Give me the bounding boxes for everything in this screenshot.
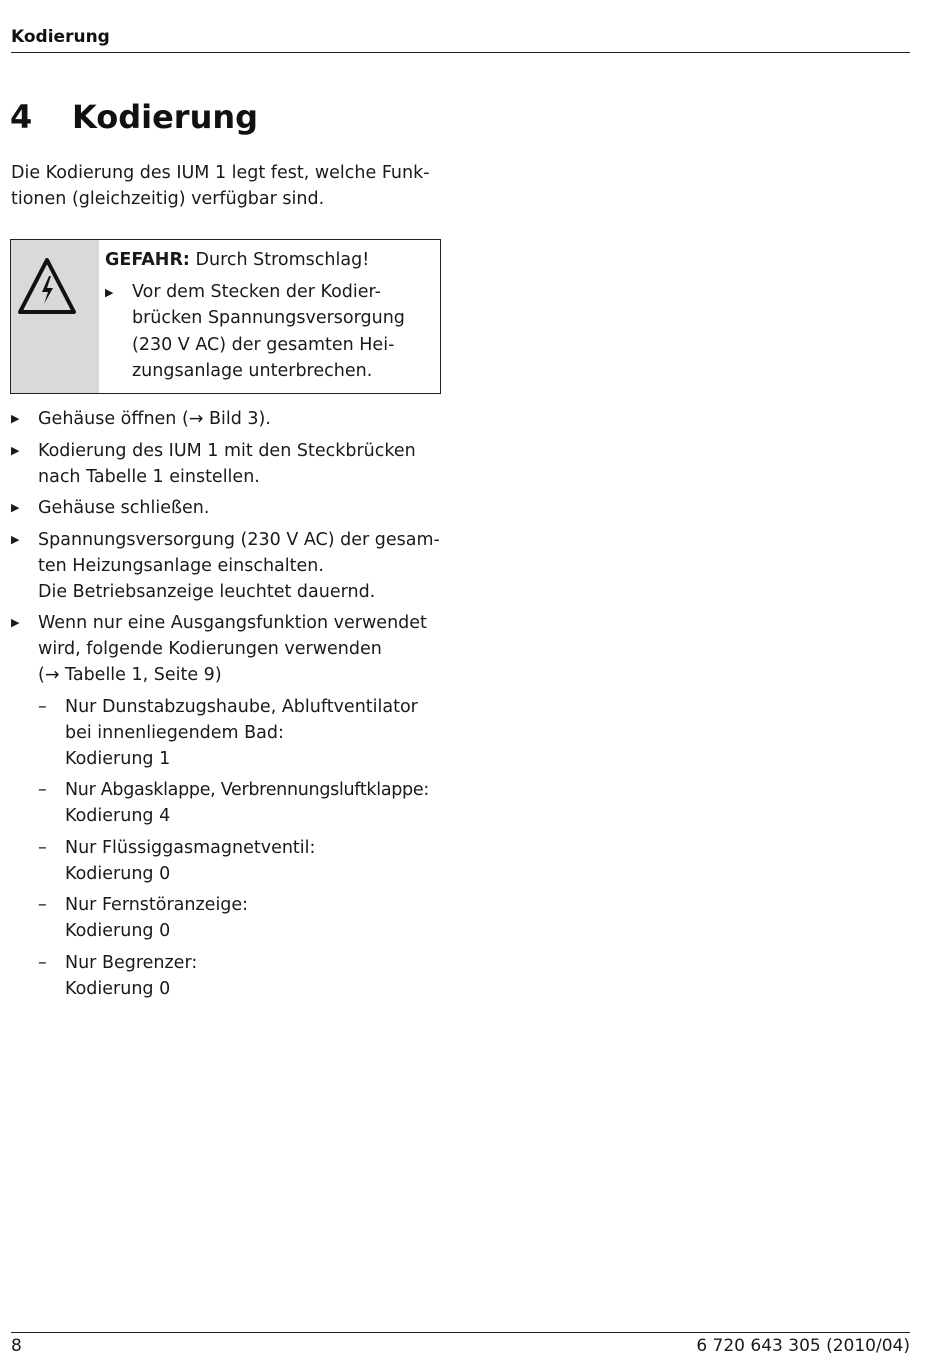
danger-label: GEFAHR:: [105, 250, 190, 270]
list-item: [11, 406, 451, 432]
sub-list-item: [38, 892, 451, 944]
sub-item-text: [65, 777, 429, 829]
text-line: zungsanlage unterbrechen.: [132, 361, 373, 381]
text-line: Kodierung 0: [65, 978, 171, 999]
sub-item-text: [65, 835, 315, 887]
header-rule: [11, 52, 910, 53]
text-line: Spannungsversorgung (230 V AC) der gesam-: [38, 529, 440, 550]
danger-warning-box: [10, 239, 441, 394]
warning-icon-column: [11, 240, 99, 393]
dash-marker: –: [38, 895, 47, 915]
footer-rule: [11, 1332, 910, 1333]
text-line: Kodierung 4: [65, 806, 171, 826]
dash-marker: –: [38, 952, 47, 973]
text-line: (→ Tabelle 1, Seite 9): [38, 665, 222, 685]
intro-line: Die Kodierung des IUM 1 legt fest, welche Funk-: [11, 163, 430, 183]
electric-shock-warning-icon: [16, 256, 78, 318]
list-item-text: [38, 527, 440, 605]
text-line: Kodierung 0: [65, 863, 171, 884]
list-item: [11, 527, 451, 605]
dash-marker: –: [38, 780, 47, 800]
bullet-marker: ▶: [11, 443, 20, 457]
text-line: Nur Dunstabzugshaube, Abluftventilator: [65, 696, 418, 717]
list-item-text: [38, 495, 209, 521]
bullet-marker: ▶: [11, 412, 20, 425]
text-line: Nur Begrenzer:: [65, 952, 198, 973]
text-line: Gehäuse schließen.: [38, 498, 210, 518]
text-line: Vor dem Stecken der Kodier-: [132, 281, 381, 302]
list-item-text: [38, 438, 416, 490]
text-line: Wenn nur eine Ausgangsfunktion verwendet: [38, 613, 427, 633]
sub-list-item: [38, 950, 451, 1002]
text-line: Nur Flüssiggasmagnetventil:: [65, 837, 316, 858]
sub-list-item: [38, 777, 451, 829]
intro-paragraph: [11, 160, 451, 212]
sub-item-text: [65, 892, 248, 944]
text-line: Kodierung 1: [65, 748, 171, 769]
sub-item-text: [65, 950, 197, 1002]
text-line: Kodierung des IUM 1 mit den Steckbrücken: [38, 440, 416, 461]
instruction-list: [11, 406, 451, 1007]
chapter-number: 4: [10, 98, 33, 136]
bullet-marker: ▶: [105, 285, 114, 299]
dash-marker: –: [38, 696, 47, 717]
list-item: [11, 438, 451, 490]
text-line: Kodierung 0: [65, 921, 171, 941]
intro-line: tionen (gleichzeitig) verfügbar sind.: [11, 189, 325, 209]
text-line: (230 V AC) der gesamten Hei-: [132, 334, 395, 355]
chapter-title: Kodierung: [72, 98, 259, 136]
sub-list-item: [38, 835, 451, 887]
text-line: Die Betriebsanzeige leuchtet dauernd.: [38, 581, 376, 602]
text-line: ten Heizungsanlage einschalten.: [38, 555, 324, 576]
text-line: Nur Abgasklappe, Verbrennungsluftklappe:: [65, 780, 429, 800]
chapter-heading: [10, 98, 258, 136]
bullet-marker: ▶: [11, 501, 20, 514]
list-item: [11, 495, 451, 521]
dash-marker: –: [38, 837, 47, 858]
text-line: nach Tabelle 1 einstellen.: [38, 466, 260, 487]
list-item-text: [38, 610, 427, 688]
text-line: Nur Fernstöranzeige:: [65, 895, 249, 915]
warning-title: [105, 247, 405, 274]
warning-item-text: [132, 279, 405, 385]
text-line: brücken Spannungsversorgung: [132, 308, 405, 328]
bullet-marker: ▶: [11, 532, 20, 546]
warning-text: [99, 240, 405, 393]
list-item-text: [38, 406, 271, 432]
text-line: wird, folgende Kodierungen verwenden: [38, 639, 382, 659]
running-head: Kodierung: [11, 27, 110, 47]
page-number: 8: [11, 1336, 22, 1356]
text-line: bei innenliegendem Bad:: [65, 722, 284, 743]
text-line: Gehäuse öffnen (→ Bild 3).: [38, 409, 271, 429]
sub-item-text: [65, 694, 418, 772]
danger-headline: Durch Stromschlag!: [189, 250, 370, 270]
warning-item: [105, 279, 405, 385]
list-item: [11, 610, 451, 688]
sub-list-item: [38, 694, 451, 772]
document-number: 6 720 643 305 (2010/04): [696, 1336, 910, 1356]
bullet-marker: ▶: [11, 616, 20, 629]
